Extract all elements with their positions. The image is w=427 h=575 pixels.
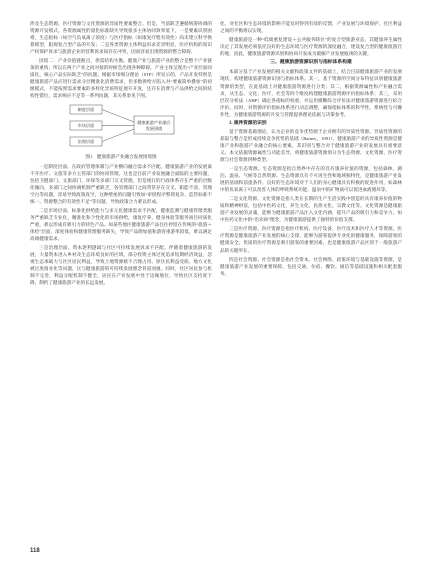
right-column <box>220 20 402 279</box>
paragraph: 基于资源基础理论，认为企业的竞争优势源于企业拥有的异质性资源。异质性资源的获取与整合是形成持续竞争优势的基础（Barney，1991）。健康旅游产业的异质性资源是健康产业和旅游产业融合的核心要素，其识别与整合对于健康旅游产业的发展具有重要意义。本文依据资源属性与功能差异，将健康旅游资源划分为生态资源、文化资源、医疗资源与社会资源四种类型。 <box>220 128 402 162</box>
diagram-connector <box>102 129 134 142</box>
diagram-node-label: 制度层面 <box>77 106 95 112</box>
section-heading: 三、健康旅游资源识别与指标体系构建 <box>270 60 352 66</box>
paragraph: 四是社会资源。社会资源是指社会资本、社会网络、政策环境与基础设施等资源，是健康旅游产业发展的重要保障，包括交通、住宿、餐饮、通信等基础设施和相关配套服务。 <box>220 256 402 276</box>
paragraph: 一是生态资源。生态资源是指自然界中存在的具有康养价值的资源，包括森林、湖泊、温泉、气候等自然资源。生态资源具有不可再生性和地域独特性，是健康旅游产业发展的基础和前提条件。良好的生态环境对于人们的身心健康具有积极的促进作用，如森林中的负氧离子可以改善人体的呼吸系统功能，温泉中的矿物质可以促进血液循环等。 <box>220 166 402 193</box>
diagram-node-label: 治理层面 <box>77 138 95 144</box>
diagram-node-label: 市场层面 <box>77 122 95 128</box>
diagram-center-box <box>134 116 174 134</box>
paragraph: 化，对社区和生态环境的影响不能及时得到有效的反馈，产业发展与环境保护、社区利益之间的平衡难以实现。 <box>220 21 402 34</box>
paragraph: 健康旅游是一种“低端重复建设＋公共服务缺位”的复合型旅游业态，其健康养生属性决定了其发展必须依托良好的生态环境与医疗资源的深度融合，建设复合型的健康旅游目的地，因此，健康旅游资源识别和协同开发成为破解产业发展瓶颈的关键。 <box>220 37 402 57</box>
diagram-center-label: 发展困境 <box>145 125 163 131</box>
left-column <box>30 20 212 288</box>
paragraph: 涉及生态资源、医疗资源与文化资源的异质性要素整合。但是，当前缺乏遵循统筹协调的资源开发模式。各资源属性的量化标准缺失导致很多主体协同效率低下，一是要素识别困难，生态指标（如空气负氧离子浓度）与医疗指标（如康复疗程有效性）尚未建立科学换算模型，阻碍复合型产品的开发；二是各类资源主体利益诉求差异明显，医疗机构的知识产权保护诉求与旅游企业的营利诉求间存在冲突，因而容易出现资源的整合障碍。 <box>30 21 212 55</box>
paragraph: 三是医疗资源。医疗资源是指医疗机构、医疗设备、医疗技术和医疗人才等资源。医疗资源是健康旅游产业发展的核心支撑，能够为游客提供专业化的健康服务，保障游客的健康安全。优质的医疗资源是吸引游客的重要因素，也是健康旅游产品区别于一般旅游产品的关键所在。 <box>220 226 402 253</box>
subsection-heading: 1. 康养资源的识别 <box>229 120 267 126</box>
paragraph: 因境二：产业价值链断点，供需结构失衡。健康产业与旅游产业的整合是整个产业链条的重构，所以在两个产业之间对接的时候会出现各种障碍。产业主体呈现出“产业层面同质化、核心产品实际缺乏”的问题。根据市场细分理论（STP）所显示的，产品开发特别是健康旅游产品应进行需求分层精准化消费需求，但多数供给方陷入对“要素简单叠加”的初级模式，不能按照需求要素的多样化异质特征展开开发，还存在消费与产品供给之间的结构性错位、需求响应不足等一系列问题，其关系参见下图。 <box>30 58 212 99</box>
paragraph: 二是市场层面。标准化供给能力与多元化健康需求不匹配，健康监测与健康管理类服务严重缺乏专业化、精准化和个性化的市场供给，康复疗养、健身体验等服务项目同质化严重，难以形成有吸引力的特色产品。如某些地区健康旅游产品往往停留在传统的“旅游＋体检”层面，深度体验和健康管理服务缺失，导致产品附加值和游客重游率较低，难以满足高端健康需求。 <box>30 207 212 241</box>
diagram-svg <box>30 102 212 150</box>
page-number: 118 <box>30 548 40 554</box>
figure-diagram <box>30 102 212 150</box>
paragraph: 二是文化资源。文化资源是指人类在长期的生产生活实践中创造的具有康养价值的物质和精神财富，包括中医药文化、养生文化、民俗文化、宗教文化等。文化资源是健康旅游产业发展的灵魂，能够为健康旅游产品注入文化内涵，提升产品的吸引力和竞争力。如中医药文化中的“治未病”理念，为健康旅游提供了独特的价值支撑。 <box>220 196 402 223</box>
figure-caption: 图1 健康旅游产业融合发展困境图 <box>85 153 157 159</box>
paragraph: 三是治理层面。资本逐利逻辑与社区可持续发展诉求不匹配。伴随着健康旅游的发展，大量资本进入乡村及生态环境良好的区域，部分投资主体过度追求短期经济效益，忽视生态承载力与社区居民利益，导致土地资源被不合理占用、原住民利益受损、地方文化被过度商业化等问题，这与健康旅游的可持续发展理念背道而驰。同时，社区居民参与机制不完善，利益分配机制不健全，居民在产业发展中处于边缘地位，导致社区支持度下降，制约了健康旅游产业的长远发展。 <box>30 245 212 286</box>
diagram-center-label: 健康旅游产业融合 <box>137 119 171 125</box>
paragraph: 一是制度层面。在政府管理体制与产业横向融合需求不匹配。健康旅游产业的发展离不开医疗、文旅等多方主管部门的协同管理，这也是目前产业发展融合面临的主要问题，包括卫健部门、文旅部门、环保等多部门交叉管理，但是现行的行政体系存在严重的层级化倾向，多部门之间协调机制严重缺乏，各管理部门之间常常存在交叉、职能不清、管理空白等问题，容易导致政策真空，这种壁垒的问题引致如“审批程序繁琐复杂、监管标准不统一、资源整合的有效性不足”等问题，导致政策合力难以形成。 <box>30 163 212 204</box>
paragraph: 本部分基于产业发展的相关文献和政策文件的基础上，结合目前健康旅游产业的发展现状，构建健康旅游资源识别与指标体系。其一，基于资源的空间分布特征识别健康旅游资源的类型，在此基础上对健康旅游资源进行分类；其二，根据资源属性和产业融合需求，从生态、文化、医疗、社会等四个维度构建健康旅游资源评价指标体系；其三，采用层次分析法（AHP）确定各指标的权重，并运用模糊综合评价法对健康旅游资源进行综合评价。同时，对资源评价指标体系进行动态调整，确保指标体系的科学性、系统性与可操作性，为健康旅游资源的开发与管理提供理论依据与决策参考。 <box>220 69 402 117</box>
diagram-connector <box>102 109 134 122</box>
